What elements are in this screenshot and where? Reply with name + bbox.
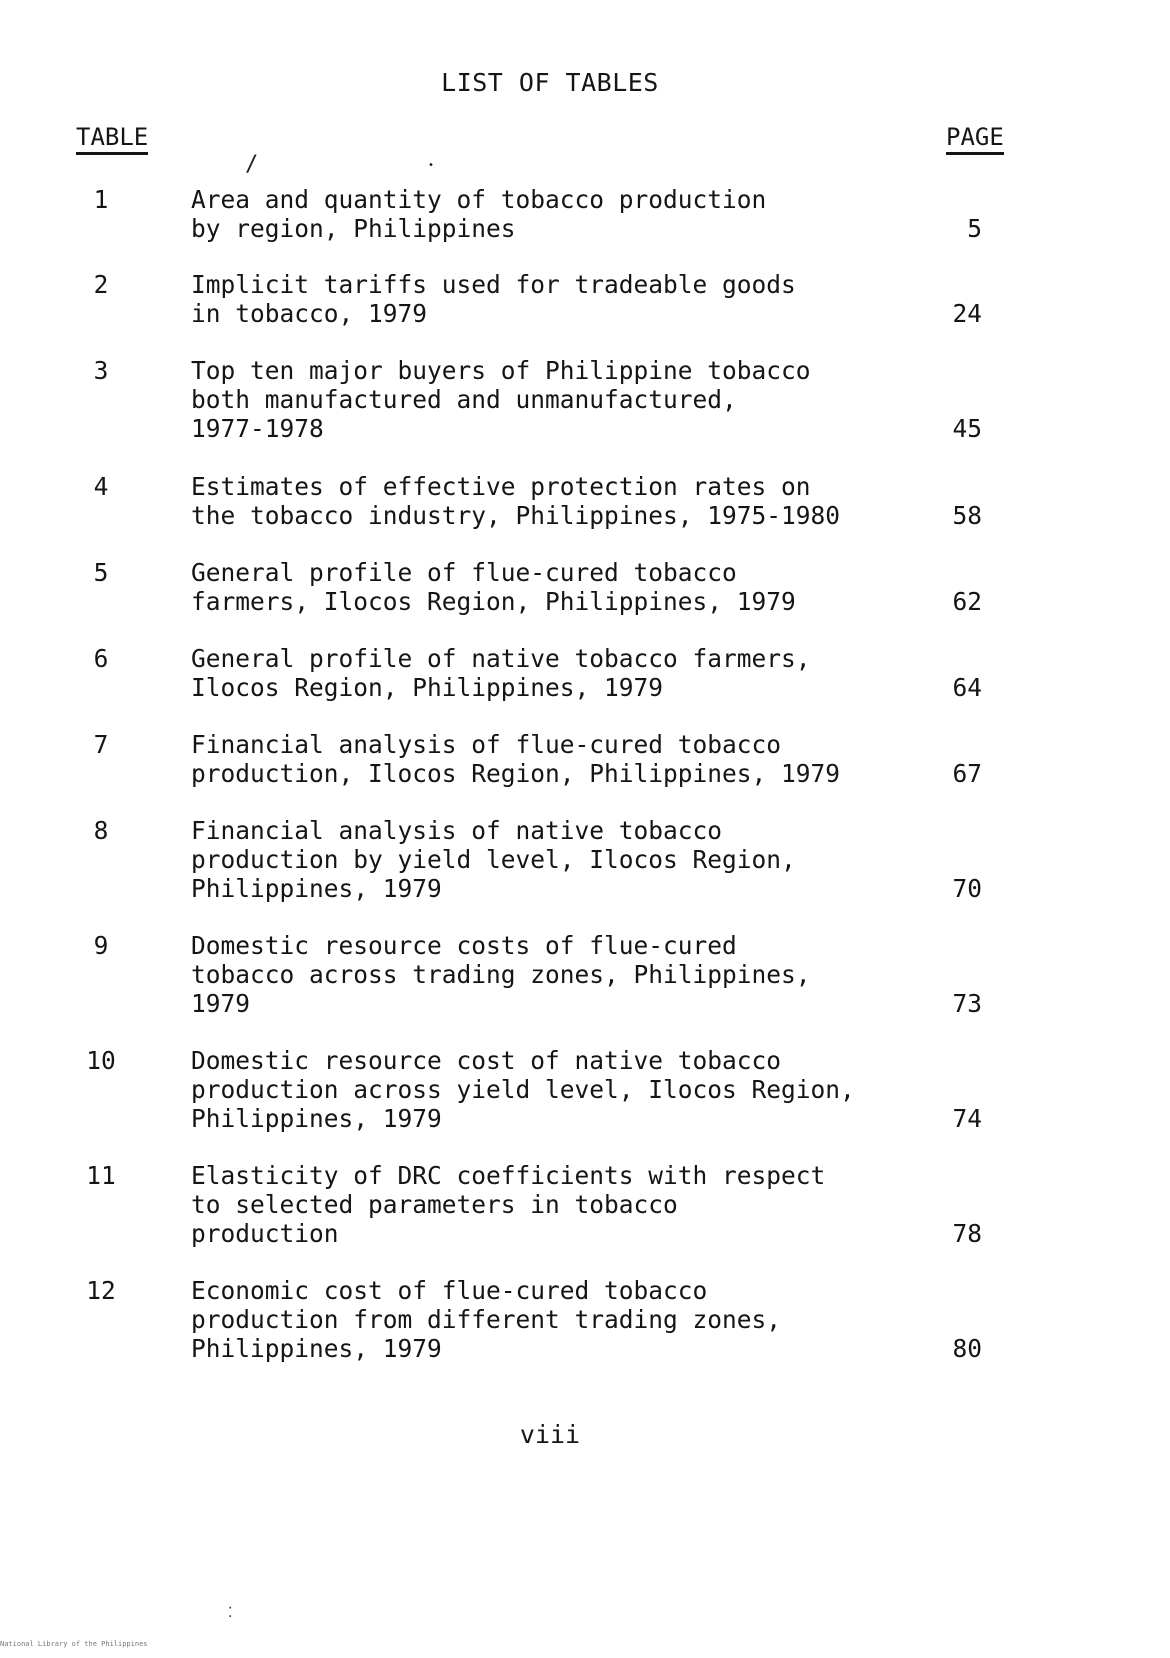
entry-page: 24 [952,299,982,328]
entry-number: 5 [93,558,109,587]
entry-title-line: by region, Philippines [191,214,516,243]
entry-page: 74 [952,1104,982,1133]
entry-title [191,472,881,530]
scan-mark: / [245,152,259,177]
entry-title-line: Philippines, 1979 [191,874,442,903]
page-folio: viii [519,1420,581,1449]
entry-title-line: farmers, Ilocos Region, Philippines, 1979 [191,587,796,616]
entry-title-line: Ilocos Region, Philippines, 1979 [191,673,664,702]
entry-number: 1 [93,185,109,214]
entry-page: 64 [952,673,982,702]
entry-title-line: the tobacco industry, Philippines, 1975-1980 [191,501,841,530]
entry-number: 8 [93,816,109,845]
entry-title-line: production [191,1219,339,1248]
entry-number: 9 [93,931,109,960]
entry-title-line: Domestic resource cost of native tobacco [191,1046,782,1075]
entry-number: 4 [93,472,109,501]
entry-page: 70 [952,874,982,903]
entry-title-line: Estimates of effective protection rates on [191,472,811,501]
entry-title-line: Top ten major buyers of Philippine tobacco [191,356,811,385]
entry-page: 80 [952,1334,982,1363]
entry-number: 12 [86,1276,116,1305]
entry-page: 67 [952,759,982,788]
entry-number: 3 [93,356,109,385]
entry-title [191,356,881,443]
entry-title-line: in tobacco, 1979 [191,299,428,328]
entry-title [191,1161,881,1248]
entry-title [191,270,881,328]
entry-title [191,931,881,1018]
entry-title-line: Financial analysis of flue-cured tobacco [191,730,782,759]
entry-number: 7 [93,730,109,759]
entry-page: 62 [952,587,982,616]
entry-title [191,185,881,243]
entry-title-line: 1977-1978 [191,414,324,443]
entry-title-line: production by yield level, Ilocos Region, [191,845,796,874]
entry-page: 45 [952,414,982,443]
table-column-header: TABLE [76,124,148,155]
entry-title-line: General profile of flue-cured tobacco [191,558,737,587]
entry-title-line: Financial analysis of native tobacco [191,816,723,845]
entry-title-line: General profile of native tobacco farmers, [191,644,811,673]
entry-title-line: production across yield level, Ilocos Region, [191,1075,855,1104]
entry-title [191,730,881,788]
entry-title-line: 1979 [191,989,251,1018]
entry-title-line: tobacco across trading zones, Philippines, [191,960,811,989]
entry-number: 6 [93,644,109,673]
entry-title-line: Domestic resource costs of flue-cured [191,931,737,960]
scan-mark: • [428,160,435,171]
entry-title-line: production from different trading zones, [191,1305,782,1334]
entry-title-line: Elasticity of DRC coefficients with respect [191,1161,826,1190]
archive-stamp: National Library of the Philippines [0,1640,148,1648]
entry-page: 73 [952,989,982,1018]
entry-title-line: production, Ilocos Region, Philippines, 1979 [191,759,841,788]
entry-title-line: Area and quantity of tobacco production [191,185,767,214]
entry-page: 58 [952,501,982,530]
scan-mark: ⁚ [228,1605,233,1621]
entry-page: 5 [967,214,982,243]
entry-title [191,644,881,702]
entry-title-line: to selected parameters in tobacco [191,1190,678,1219]
entry-title-line: Philippines, 1979 [191,1104,442,1133]
entry-number: 11 [86,1161,116,1190]
entry-number: 10 [86,1046,116,1075]
entry-title-line: Implicit tariffs used for tradeable goods [191,270,796,299]
entry-number: 2 [93,270,109,299]
entry-title [191,816,881,903]
entry-title [191,1046,881,1133]
entry-title-line: Philippines, 1979 [191,1334,442,1363]
entry-title [191,1276,881,1363]
page-column-header: PAGE [946,124,1004,155]
entry-title-line: both manufactured and unmanufactured, [191,385,737,414]
entry-page: 78 [952,1219,982,1248]
entry-title-line: Economic cost of flue-cured tobacco [191,1276,708,1305]
page-title: LIST OF TABLES [441,68,659,97]
entry-title [191,558,881,616]
